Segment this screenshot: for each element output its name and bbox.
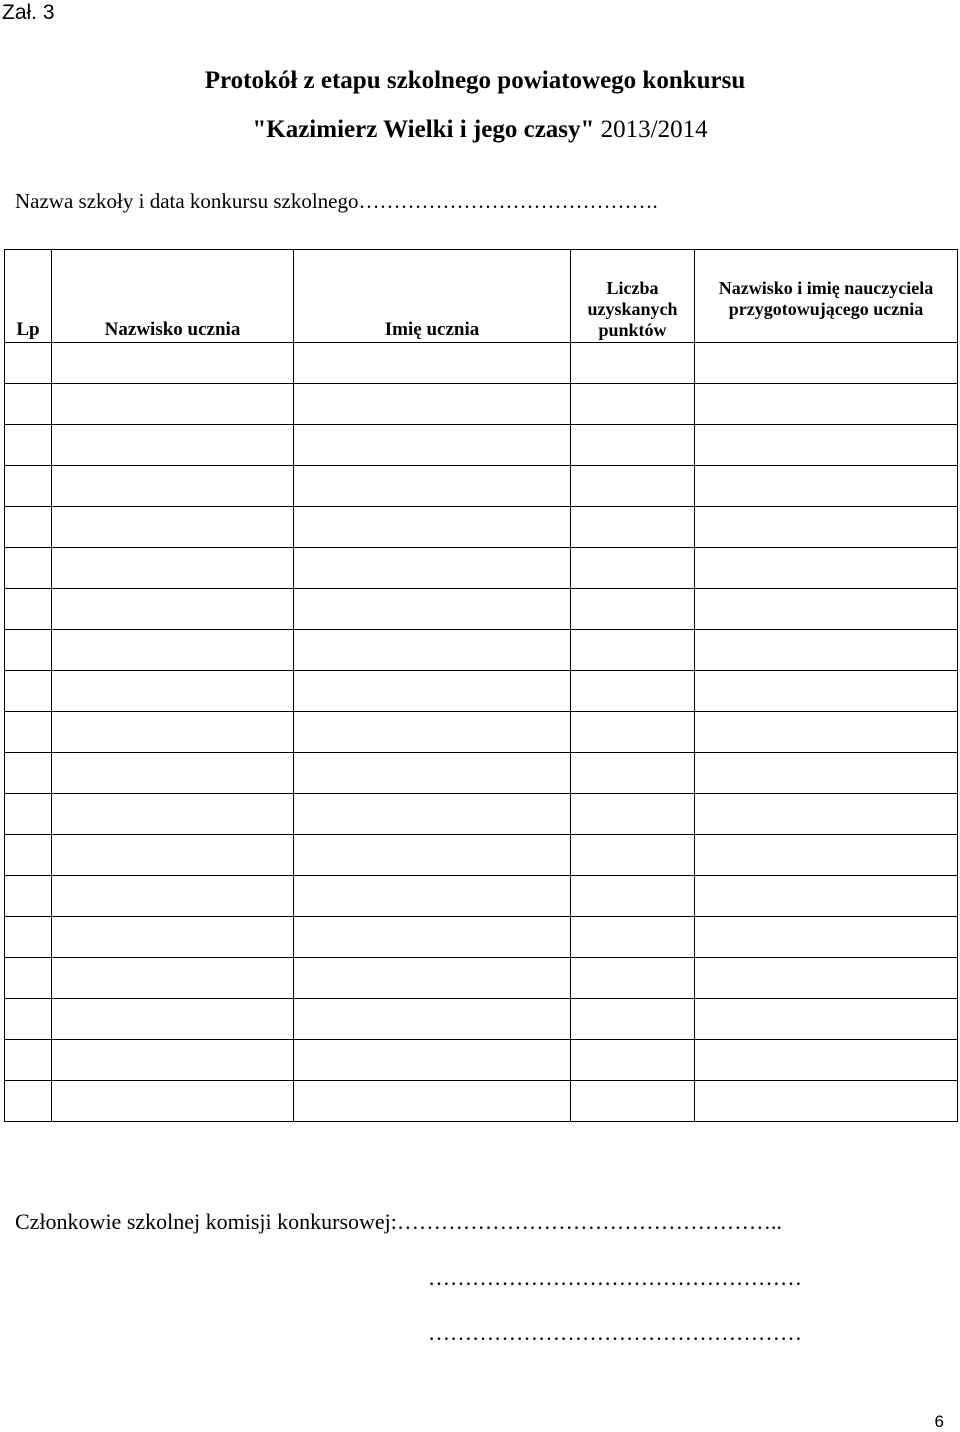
cell-teacher[interactable] bbox=[695, 753, 958, 794]
results-table bbox=[4, 249, 958, 1122]
cell-lp[interactable] bbox=[5, 753, 52, 794]
cell-lp[interactable] bbox=[5, 876, 52, 917]
cell-points[interactable] bbox=[571, 917, 695, 958]
cell-first-name[interactable] bbox=[294, 794, 571, 835]
cell-lp[interactable] bbox=[5, 835, 52, 876]
cell-surname[interactable] bbox=[52, 425, 294, 466]
cell-points[interactable] bbox=[571, 712, 695, 753]
cell-first-name[interactable] bbox=[294, 343, 571, 384]
committee-member-line[interactable]: …………………………………………… bbox=[428, 1320, 802, 1345]
header-surname: Nazwisko ucznia bbox=[52, 250, 294, 343]
cell-teacher[interactable] bbox=[695, 999, 958, 1040]
cell-points[interactable] bbox=[571, 425, 695, 466]
header-points: Liczba uzyskanych punktów bbox=[571, 250, 695, 343]
cell-lp[interactable] bbox=[5, 671, 52, 712]
contest-title bbox=[0, 115, 960, 145]
cell-teacher[interactable] bbox=[695, 466, 958, 507]
cell-points[interactable] bbox=[571, 507, 695, 548]
cell-first-name[interactable] bbox=[294, 835, 571, 876]
cell-surname[interactable] bbox=[52, 630, 294, 671]
cell-surname[interactable] bbox=[52, 384, 294, 425]
cell-teacher[interactable] bbox=[695, 343, 958, 384]
table-row bbox=[5, 753, 958, 794]
cell-surname[interactable] bbox=[52, 876, 294, 917]
cell-teacher[interactable] bbox=[695, 548, 958, 589]
attachment-label: Zał. 3 bbox=[2, 1, 55, 24]
cell-lp[interactable] bbox=[5, 384, 52, 425]
table-row bbox=[5, 917, 958, 958]
cell-lp[interactable] bbox=[5, 958, 52, 999]
cell-surname[interactable] bbox=[52, 1081, 294, 1122]
cell-surname[interactable] bbox=[52, 794, 294, 835]
cell-surname[interactable] bbox=[52, 999, 294, 1040]
cell-teacher[interactable] bbox=[695, 425, 958, 466]
cell-teacher[interactable] bbox=[695, 1040, 958, 1081]
table-row bbox=[5, 794, 958, 835]
cell-surname[interactable] bbox=[52, 917, 294, 958]
cell-lp[interactable] bbox=[5, 507, 52, 548]
table-row bbox=[5, 876, 958, 917]
header-teacher: Nazwisko i imię nauczyciela przygotowującego ucznia bbox=[695, 250, 958, 343]
table-row bbox=[5, 343, 958, 384]
header-first-name: Imię ucznia bbox=[294, 250, 571, 343]
cell-teacher[interactable] bbox=[695, 917, 958, 958]
contest-name: "Kazimierz Wielki i jego czasy" bbox=[252, 116, 595, 143]
cell-first-name[interactable] bbox=[294, 1040, 571, 1081]
table-row bbox=[5, 548, 958, 589]
cell-first-name[interactable] bbox=[294, 1081, 571, 1122]
cell-points[interactable] bbox=[571, 999, 695, 1040]
table-row bbox=[5, 712, 958, 753]
cell-points[interactable] bbox=[571, 958, 695, 999]
cell-teacher[interactable] bbox=[695, 835, 958, 876]
cell-teacher[interactable] bbox=[695, 876, 958, 917]
cell-surname[interactable] bbox=[52, 1040, 294, 1081]
page-number: 6 bbox=[934, 1412, 944, 1431]
cell-teacher[interactable] bbox=[695, 794, 958, 835]
committee-member-line[interactable]: …………………………………………… bbox=[428, 1265, 802, 1290]
cell-surname[interactable] bbox=[52, 835, 294, 876]
cell-lp[interactable] bbox=[5, 917, 52, 958]
cell-first-name[interactable] bbox=[294, 917, 571, 958]
cell-points[interactable] bbox=[571, 548, 695, 589]
cell-lp[interactable] bbox=[5, 630, 52, 671]
cell-points[interactable] bbox=[571, 835, 695, 876]
cell-surname[interactable] bbox=[52, 671, 294, 712]
table-row bbox=[5, 999, 958, 1040]
cell-points[interactable] bbox=[571, 1081, 695, 1122]
cell-points[interactable] bbox=[571, 589, 695, 630]
cell-teacher[interactable] bbox=[695, 507, 958, 548]
cell-first-name[interactable] bbox=[294, 466, 571, 507]
protocol-title: Protokół z etapu szkolnego powiatowego konkursu bbox=[204, 67, 746, 94]
cell-points[interactable] bbox=[571, 753, 695, 794]
cell-lp[interactable] bbox=[5, 1081, 52, 1122]
cell-lp[interactable] bbox=[5, 1040, 52, 1081]
cell-surname[interactable] bbox=[52, 958, 294, 999]
cell-lp[interactable] bbox=[5, 548, 52, 589]
cell-teacher[interactable] bbox=[695, 1081, 958, 1122]
cell-lp[interactable] bbox=[5, 466, 52, 507]
table-header-row bbox=[5, 250, 958, 343]
cell-first-name[interactable] bbox=[294, 876, 571, 917]
committee-members-label[interactable]: Członkowie szkolnej komisji konkursowej:…………………………………………….. bbox=[15, 1209, 782, 1234]
cell-first-name[interactable] bbox=[294, 671, 571, 712]
cell-points[interactable] bbox=[571, 466, 695, 507]
cell-points[interactable] bbox=[571, 343, 695, 384]
table-row bbox=[5, 507, 958, 548]
table-row bbox=[5, 1081, 958, 1122]
cell-lp[interactable] bbox=[5, 425, 52, 466]
cell-first-name[interactable] bbox=[294, 425, 571, 466]
header-lp: Lp bbox=[5, 250, 52, 343]
table-row bbox=[5, 589, 958, 630]
table-row bbox=[5, 958, 958, 999]
cell-points[interactable] bbox=[571, 876, 695, 917]
cell-surname[interactable] bbox=[52, 753, 294, 794]
cell-first-name[interactable] bbox=[294, 958, 571, 999]
cell-surname[interactable] bbox=[52, 589, 294, 630]
table-row bbox=[5, 630, 958, 671]
cell-first-name[interactable] bbox=[294, 548, 571, 589]
cell-surname[interactable] bbox=[52, 507, 294, 548]
cell-lp[interactable] bbox=[5, 794, 52, 835]
cell-lp[interactable] bbox=[5, 999, 52, 1040]
table-row bbox=[5, 835, 958, 876]
cell-points[interactable] bbox=[571, 671, 695, 712]
cell-first-name[interactable] bbox=[294, 630, 571, 671]
cell-first-name[interactable] bbox=[294, 753, 571, 794]
cell-surname[interactable] bbox=[52, 548, 294, 589]
cell-lp[interactable] bbox=[5, 589, 52, 630]
cell-points[interactable] bbox=[571, 384, 695, 425]
cell-surname[interactable] bbox=[52, 466, 294, 507]
cell-lp[interactable] bbox=[5, 712, 52, 753]
table-row bbox=[5, 466, 958, 507]
cell-first-name[interactable] bbox=[294, 507, 571, 548]
cell-surname[interactable] bbox=[52, 343, 294, 384]
cell-surname[interactable] bbox=[52, 712, 294, 753]
cell-teacher[interactable] bbox=[695, 958, 958, 999]
cell-teacher[interactable] bbox=[695, 671, 958, 712]
table-row bbox=[5, 1040, 958, 1081]
cell-lp[interactable] bbox=[5, 343, 52, 384]
table-row bbox=[5, 671, 958, 712]
cell-first-name[interactable] bbox=[294, 384, 571, 425]
school-name-and-date-field[interactable]: Nazwa szkoły i data konkursu szkolnego……………………………………. bbox=[15, 189, 658, 213]
cell-first-name[interactable] bbox=[294, 712, 571, 753]
cell-teacher[interactable] bbox=[695, 589, 958, 630]
cell-points[interactable] bbox=[571, 1040, 695, 1081]
table-row bbox=[5, 384, 958, 425]
school-year: 2013/2014 bbox=[600, 116, 708, 143]
cell-first-name[interactable] bbox=[294, 589, 571, 630]
cell-teacher[interactable] bbox=[695, 384, 958, 425]
cell-first-name[interactable] bbox=[294, 999, 571, 1040]
cell-teacher[interactable] bbox=[695, 712, 958, 753]
cell-points[interactable] bbox=[571, 794, 695, 835]
cell-teacher[interactable] bbox=[695, 630, 958, 671]
cell-points[interactable] bbox=[571, 630, 695, 671]
table-row bbox=[5, 425, 958, 466]
